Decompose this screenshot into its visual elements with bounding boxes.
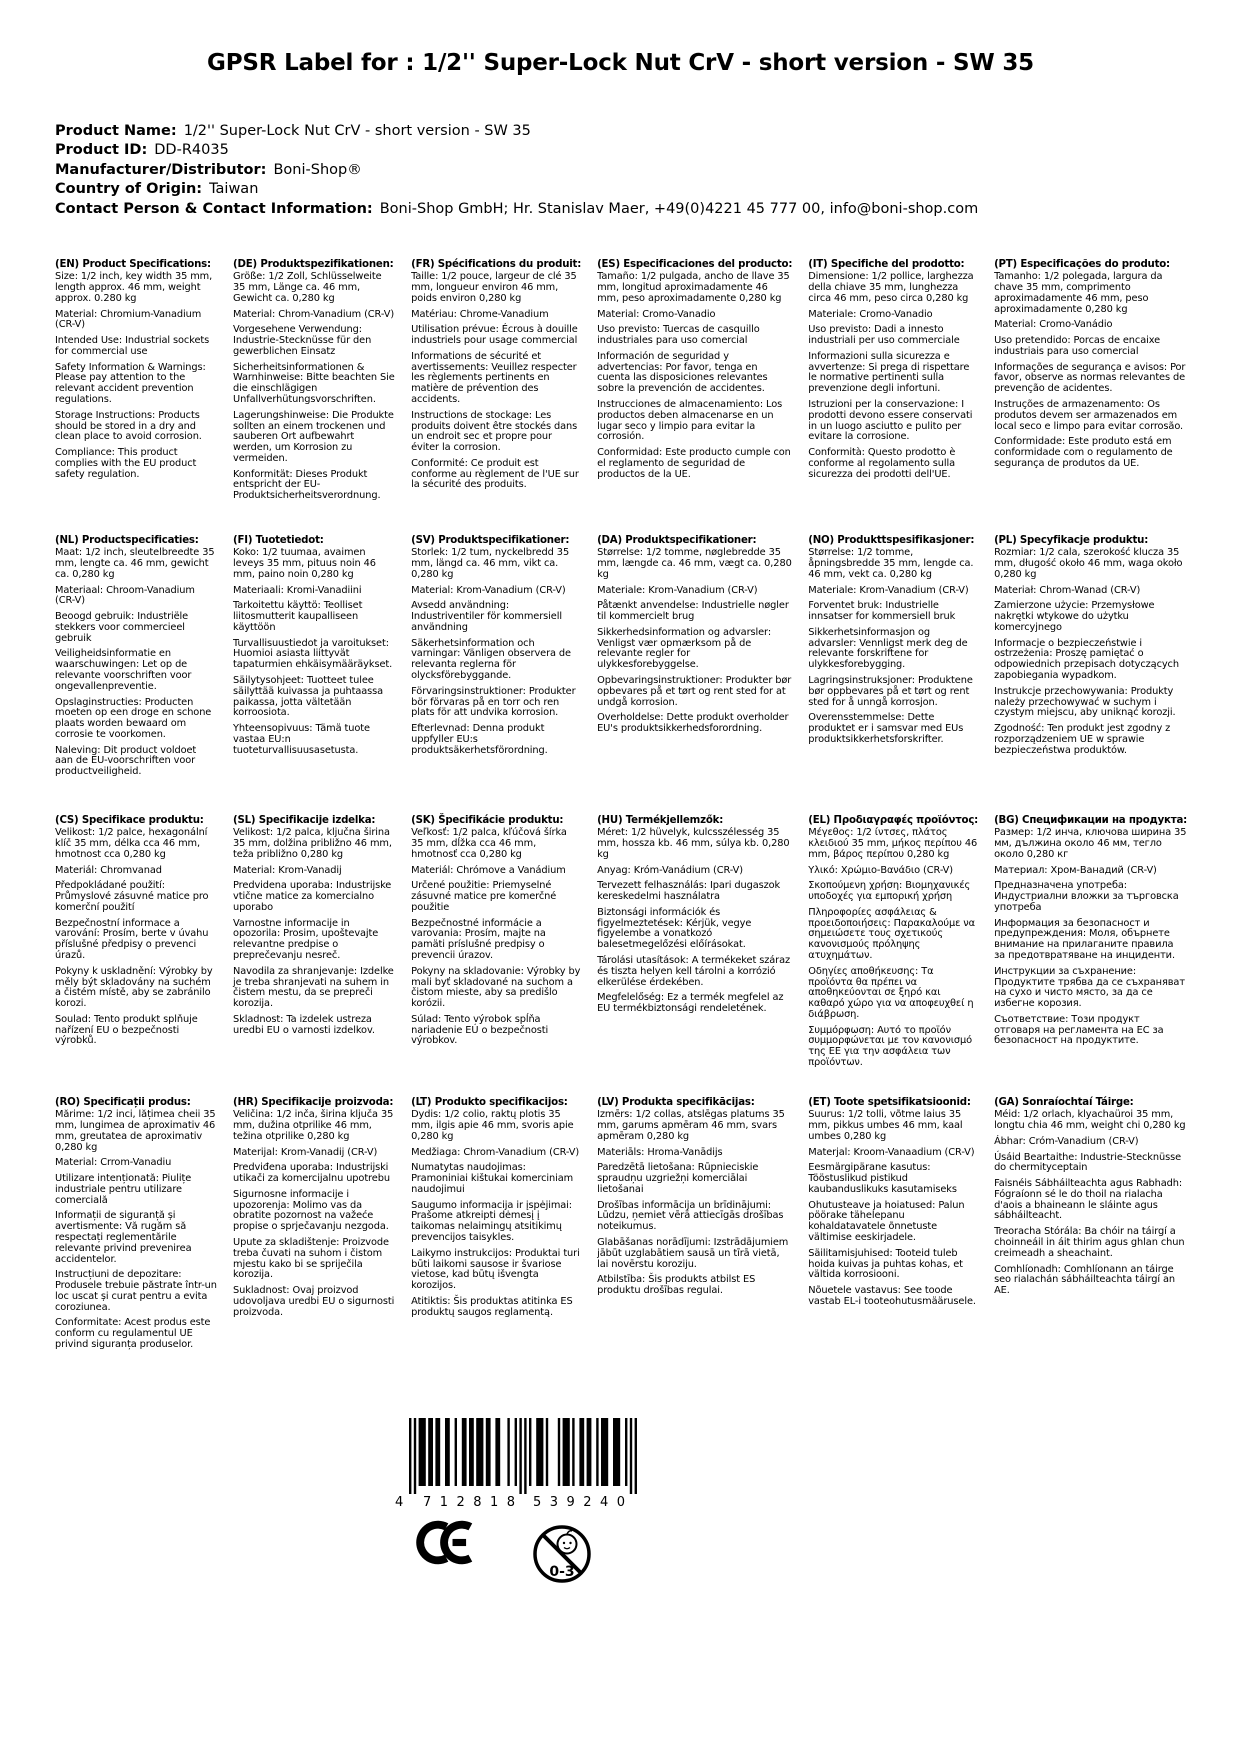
block-paragraph: Naleving: Dit product voldoet aan de EU-voorschriften voor productveiligheid. — [55, 744, 197, 778]
block-paragraph: Størrelse: 1/2 tomme, åpningsbredde 35 mm, lengde ca. 46 mm, vekt ca. 0,280 kg — [808, 547, 974, 580]
block-paragraph: Sikkerhedsinformation og advarsler: Venligst vær opmærksom på de relevante regler for ulykkesforebyggelse. — [597, 626, 772, 671]
block-paragraph: Conformidade: Este produto está em conformidade com o regulamento de segurança de produtos da UE. — [994, 436, 1173, 469]
block-paragraph: Conformidad: Este producto cumple con el reglamento de seguridad de productos de la UE. — [597, 447, 791, 480]
language-block-fr — [411, 259, 587, 535]
block-paragraph: Sicherheitsinformationen & Warnhinweise: Bitte beachten Sie die einschlägigen Unfallverhütungsvorschriften. — [233, 361, 395, 405]
block-paragraph: Materiál: Chrómove a Vanádium — [411, 864, 566, 876]
block-heading: (DE) Produktspezifikationen: — [233, 259, 394, 271]
block-paragraph: Istruzioni per la conservazione: I prodotti devono essere conservati in un luogo asciutto e pulito per evitare la corrosione. — [808, 398, 973, 443]
ean13-barcode — [393, 1418, 693, 1508]
block-heading: (LV) Produkta specifikācijas: — [597, 1097, 755, 1109]
field-label: Product Name: — [55, 123, 177, 139]
block-paragraph: Säilytysohjeet: Tuotteet tulee säilyttää kuivassa ja puhtaassa paikassa, jotta vältetään korroosiota. — [233, 674, 384, 719]
block-paragraph: Soulad: Tento produkt splňuje nařízení EU o bezpečnosti výrobků. — [55, 1013, 198, 1047]
block-paragraph: Materiaal: Chroom-Vanadium (CR-V) — [55, 584, 195, 607]
block-paragraph: Treoracha Stórála: Ba chóir na táirgí a choinneáil in áit thirim agus ghlan chun creimeadh a sheachaint. — [994, 1226, 1185, 1259]
block-heading: (DA) Produktspecifikationer: — [597, 535, 757, 547]
block-paragraph: Συμμόρφωση: Αυτό το προϊόν συμμορφώνεται με τον κανονισμό της ΕΕ για την ασφάλεια των προϊόντων. — [808, 1024, 973, 1068]
barcode-digits-group2: 539240 — [533, 1495, 625, 1509]
block-heading: (NO) Produkttspesifikasjoner: — [808, 535, 975, 547]
block-paragraph: Instructions de stockage: Les produits doivent être stockés dans un endroit sec et propre pour éviter la corrosion. — [411, 409, 578, 454]
language-block-fi — [233, 535, 401, 815]
barcode-digits-group1: 712818 — [423, 1495, 515, 1509]
block-paragraph: Forventet bruk: Industrielle innsatser for kommersiell bruk — [808, 600, 956, 623]
block-paragraph: Avsedd användning: Industriventiler för kommersiell användning — [411, 600, 562, 633]
block-paragraph: Uso pretendido: Porcas de encaixe industriais para uso comercial — [994, 335, 1161, 357]
block-paragraph: Материал: Хром-Ванадий (CR-V) — [994, 864, 1157, 876]
block-paragraph: Navodila za shranjevanje: Izdelke je treba shranjevati na suhem in čistem mestu, da se prepreči korozija. — [233, 965, 394, 1010]
block-paragraph: Yhteensopivuus: Tämä tuote vastaa EU:n tuoteturvallisuusasetusta. — [233, 723, 370, 756]
language-block-it — [808, 259, 984, 535]
language-block-sl — [233, 815, 401, 1097]
block-paragraph: Maat: 1/2 inch, sleutelbreedte 35 mm, lengte ca. 46 mm, gewicht ca. 0,280 kg — [55, 547, 215, 580]
language-block-pt — [994, 259, 1193, 535]
block-paragraph: Overholdelse: Dette produkt overholder EU's produktsikkerhedsforordning. — [597, 712, 789, 735]
block-paragraph: Påtænkt anvendelse: Industrielle nøgler til kommercielt brug — [597, 600, 789, 623]
block-paragraph: Conformità: Questo prodotto è conforme al regolamento sulla sicurezza dei prodotti dell'UE. — [808, 447, 956, 480]
block-paragraph: Μέγεθος: 1/2 ίντσες, πλάτος κλειδιού 35 mm, μήκος περίπου 46 mm, βάρος περίπου 0,280 kg — [808, 827, 978, 860]
block-paragraph: Biztonsági információk és figyelmeztetések: Kérjük, vegye figyelembe a vonatkozó balesetmegelőzési előírásokat. — [597, 906, 752, 951]
block-paragraph: Veličina: 1/2 inča, širina ključa 35 mm, dužina otprilike 46 mm, težina otprilike 0,280 kg — [233, 1109, 394, 1142]
language-block-en — [55, 259, 223, 535]
block-paragraph: Faisnéis Sábháilteachta agus Rabhadh: Fógraíonn sé le do thoil na rialacha d'aois a bhaineann le sláinte agus sábháilteacht. — [994, 1178, 1183, 1222]
block-paragraph: Mărime: 1/2 inci, lățimea cheii 35 mm, lungimea de aproximativ 46 mm, greutatea de aproximativ 0,280 kg — [55, 1109, 216, 1153]
block-heading: (ES) Especificaciones del producto: — [597, 259, 793, 271]
block-paragraph: Uso previsto: Dadi a innesto industriali per uso commerciale — [808, 324, 960, 347]
block-paragraph: Bezpečnostní informace a varování: Prosím, berte v úvahu příslušné předpisy o prevenci úrazů. — [55, 917, 209, 961]
block-paragraph: Numatytas naudojimas: Pramoniniai kištukai komerciniam naudojimui — [411, 1162, 574, 1195]
field-value: Taiwan — [209, 181, 259, 198]
manufacturer-row — [55, 161, 1186, 180]
block-paragraph: Overensstemmelse: Dette produktet er i samsvar med EUs produktsikkerhetsforskrifter. — [808, 712, 964, 745]
product-info-section — [55, 122, 1186, 219]
block-paragraph: Informations de sécurité et avertissements: Veuillez respecter les règlements pertinents en matière de prévention des accidents. — [411, 350, 577, 405]
block-paragraph: Πληροφορίες ασφάλειας & προειδοποιήσεις: Παρακαλούμε να σημειώσετε τους σχετικούς κανονισμούς πρόληψης ατυχημάτων. — [808, 906, 976, 961]
block-paragraph: Materiale: Cromo-Vanadio — [808, 308, 933, 320]
language-block-el — [808, 815, 984, 1097]
block-paragraph: Méid: 1/2 orlach, klyachaüroi 35 mm, longtu chia 46 mm, weight chi 0,280 kg — [994, 1109, 1186, 1132]
block-heading: (BG) Спецификации на продукта: — [994, 815, 1187, 827]
block-paragraph: Información de seguridad y advertencias: Por favor, tenga en cuenta las disposiciones relevantes sobre la prevención de accidentes. — [597, 350, 768, 395]
block-paragraph: Materiale: Krom-Vanadium (CR-V) — [597, 584, 758, 596]
block-paragraph: Conformité: Ce produit est conforme au règlement de l'UE sur la sécurité des produits. — [411, 457, 579, 491]
block-paragraph: Suurus: 1/2 tolli, võtme laius 35 mm, pikkus umbes 46 mm, kaal umbes 0,280 kg — [808, 1109, 963, 1142]
language-block-nl — [55, 535, 223, 815]
block-paragraph: Intended Use: Industrial sockets for commercial use — [55, 335, 210, 357]
block-paragraph: Съответствие: Този продукт отговаря на регламента на ЕС за безопасност на продуктите. — [994, 1013, 1164, 1047]
block-heading: (HR) Specifikacije proizvoda: — [233, 1097, 394, 1109]
block-paragraph: Förvaringsinstruktioner: Produkter bör förvaras på en torr och ren plats för att undvika korrosion. — [411, 685, 576, 719]
field-value: Boni-Shop® — [273, 161, 362, 178]
block-paragraph: Compliance: This product complies with the EU product safety regulation. — [55, 447, 197, 480]
block-paragraph: Upute za skladištenje: Proizvode treba čuvati na suhom i čistom mjestu kako bi se spriječila korozija. — [233, 1236, 389, 1281]
block-paragraph: Koko: 1/2 tuumaa, avaimen leveys 35 mm, pituus noin 46 mm, paino noin 0,280 kg — [233, 547, 376, 580]
block-paragraph: Zamierzone użycie: Przemysłowe nakrętki wtykowe do użytku komercyjnego — [994, 600, 1155, 633]
block-heading: (SK) Špecifikácie produktu: — [411, 815, 564, 827]
block-paragraph: Tárolási utasítások: A termékeket száraz és tiszta helyen kell tárolni a korrózió elkerülése érdekében. — [597, 954, 791, 988]
block-paragraph: Méret: 1/2 hüvelyk, kulcsszélesség 35 mm, hossza kb. 46 mm, súlya kb. 0,280 kg — [597, 827, 790, 860]
language-block-sv — [411, 535, 587, 815]
ce-mark-icon — [409, 1520, 475, 1565]
country-of-origin-row — [55, 180, 1186, 199]
block-heading: (ET) Toote spetsifikatsioonid: — [808, 1097, 971, 1109]
language-block-lv — [597, 1097, 798, 1394]
block-paragraph: Efterlevnad: Denna produkt uppfyller EU:s produktsäkerhetsförordning. — [411, 723, 548, 756]
block-paragraph: Matériau: Chrome-Vanadium — [411, 308, 549, 320]
block-paragraph: Informações de segurança e avisos: Por favor, observe as normas relevantes de prevenção de acidentes. — [994, 361, 1186, 395]
block-paragraph: Materijal: Krom-Vanadij (CR-V) — [233, 1146, 378, 1158]
language-block-no — [808, 535, 984, 815]
block-paragraph: Υλικό: Χρώμιο-Βανάδιο (CR-V) — [808, 864, 954, 876]
language-block-bg — [994, 815, 1193, 1097]
block-paragraph: Paredzētā lietošana: Rūpnieciskie spraudņu uzgriežņi komerciālai lietošanai — [597, 1162, 759, 1195]
block-paragraph: Eesmärgipärane kasutus: Tööstuslikud pistikud kaubanduslikuks kasutamiseks — [808, 1162, 957, 1195]
block-paragraph: Lagringsinstruksjoner: Produktene bør oppbevares på et tørt og rent sted for å unngå korrosjon. — [808, 674, 973, 708]
block-heading: (IT) Specifiche del prodotto: — [808, 259, 965, 271]
block-paragraph: Informacje o bezpieczeństwie i ostrzeżenia: Proszę pamiętać o odpowiednich przepisach dotyczących zapobiegania wypadkom. — [994, 637, 1179, 681]
block-paragraph: Safety Information & Warnings: Please pay attention to the relevant accident prevention regulations. — [55, 361, 206, 405]
block-paragraph: Velikost: 1/2 palca, ključna širina 35 mm, dolžina približno 46 mm, teža približno 0,280 kg — [233, 827, 392, 860]
block-heading: (SV) Produktspecifikationer: — [411, 535, 570, 547]
field-value: Boni-Shop GmbH; Hr. Stanislav Maer, +49(0)4221 45 777 00, info@boni-shop.com — [379, 200, 979, 217]
block-paragraph: Informazioni sulla sicurezza e avvertenze: Si prega di rispettare le normative pertinenti sulla prevenzione degli infortuni. — [808, 350, 970, 395]
block-paragraph: Turvallisuustiedot ja varoitukset: Huomioi asiasta liittyvät tapaturmien ehkäisymääräykset. — [233, 637, 393, 671]
language-block-et — [808, 1097, 984, 1394]
block-paragraph: Vorgesehene Verwendung: Industrie-Stecknüsse für den gewerblichen Einsatz — [233, 324, 372, 357]
block-paragraph: Sukladnost: Ovaj proizvod udovoljava uredbi EU o sigurnosti proizvoda. — [233, 1285, 395, 1318]
field-label: Manufacturer/Distributor: — [55, 161, 267, 178]
block-paragraph: Izmērs: 1/2 collas, atslēgas platums 35 mm, garums apmēram 46 mm, svars apmēram 0,280 kg — [597, 1109, 785, 1142]
block-paragraph: Konformität: Dieses Produkt entspricht der EU-Produktsicherheitsverordnung. — [233, 468, 381, 502]
block-paragraph: Materiál: Chromvanad — [55, 864, 162, 876]
block-paragraph: Materiał: Chrom-Wanad (CR-V) — [994, 584, 1141, 596]
block-paragraph: Předpokládané použití: Průmyslové zásuvné matice pro komerční použití — [55, 880, 209, 913]
block-heading: (RO) Specificații produs: — [55, 1097, 191, 1109]
block-paragraph: Laikymo instrukcijos: Produktai turi būti laikomi sausose ir švariose vietose, kad būtų išvengta korozijos. — [411, 1247, 580, 1292]
field-label: Contact Person & Contact Information: — [55, 200, 373, 217]
block-paragraph: Súlad: Tento výrobok spĺňa nariadenie EÚ o bezpečnosti výrobkov. — [411, 1013, 549, 1047]
block-paragraph: Material: Chrom-Vanadium (CR-V) — [233, 308, 395, 320]
block-heading: (LT) Produkto specifikacijos: — [411, 1097, 568, 1109]
block-heading: (HU) Termékjellemzők: — [597, 815, 724, 827]
block-paragraph: Tamaño: 1/2 pulgada, ancho de llave 35 mm, longitud aproximadamente 46 mm, peso aproximadamente 0,280 kg — [597, 271, 790, 304]
language-block-pl — [994, 535, 1193, 815]
block-paragraph: Instrukcje przechowywania: Produkty należy przechowywać w suchym i czystym miejscu, aby uniknąć korozji. — [994, 685, 1176, 719]
block-heading: (GA) Sonraíochtaí Táirge: — [994, 1097, 1134, 1109]
block-paragraph: Οδηγίες αποθήκευσης: Τα προϊόντα θα πρέπει να αποθηκεύονται σε ξηρό και καθαρό χώρο για να αποφευχθεί η διάβρωση. — [808, 965, 974, 1020]
block-paragraph: Materjal: Kroom-Vanaadium (CR-V) — [808, 1146, 975, 1158]
block-paragraph: Material: Chromium-Vanadium (CR-V) — [55, 308, 202, 331]
block-paragraph: Sikkerhetsinformasjon og advarsler: Vennligst merk deg de relevante forskriftene for ulykkesforebygging. — [808, 626, 968, 671]
block-paragraph: Určené použitie: Priemyselné zásuvné matice pre komerčné použitie — [411, 880, 557, 913]
block-paragraph: Sigurnosne informacije i upozorenja: Molimo vas da obratite pozornost na važeće propise o sprječavanju nezgoda. — [233, 1188, 389, 1233]
block-paragraph: Material: Krom-Vanadium (CR-V) — [411, 584, 566, 596]
block-paragraph: Veiligheidsinformatie en waarschuwingen: Let op de relevante voorschriften voor ongevallenpreventie. — [55, 648, 192, 692]
bottom-section — [393, 1418, 693, 1594]
block-paragraph: Beoogd gebruik: Industriële stekkers voor commercieel gebruik — [55, 611, 189, 644]
language-block-hr — [233, 1097, 401, 1394]
block-paragraph: Size: 1/2 inch, key width 35 mm, length approx. 46 mm, weight approx. 0.280 kg — [55, 271, 213, 304]
language-block-ga — [994, 1097, 1193, 1394]
block-heading: (EN) Product Specifications: — [55, 259, 211, 271]
block-paragraph: Tervezett felhasználás: Ipari dugaszok kereskedelmi használatra — [597, 880, 781, 903]
language-block-de — [233, 259, 401, 535]
block-heading: (EL) Προδιαγραφές προϊόντος: — [808, 815, 979, 827]
block-paragraph: Material: Crrom-Vanadiu — [55, 1157, 172, 1169]
barcode-icon — [393, 1418, 653, 1508]
block-heading: (FR) Spécifications du produit: — [411, 259, 582, 271]
block-paragraph: Materiaali: Kromi-Vanadiini — [233, 584, 362, 596]
language-block-sk — [411, 815, 587, 1097]
block-paragraph: Informații de siguranță și avertismente: Vă rugăm să respectați reglementările relevante privind prevenirea accidentelor. — [55, 1210, 192, 1265]
language-block-da — [597, 535, 798, 815]
field-label: Product ID: — [55, 142, 148, 159]
field-label: Country of Origin: — [55, 181, 203, 198]
block-paragraph: Utilisation prévue: Écrous à douille industriels pour usage commercial — [411, 324, 578, 347]
block-paragraph: Ohutusteave ja hoiatused: Palun pöörake tähelepanu kohaldatavatele õnnetuste vältimise eeskirjadele. — [808, 1199, 965, 1243]
block-paragraph: Предназначена употреба: Индустриални вложки за търговска употреба — [994, 880, 1179, 913]
block-heading: (NL) Productspecificaties: — [55, 535, 199, 547]
block-paragraph: Predviđena uporaba: Industrijski utikači za komercijalnu upotrebu — [233, 1162, 390, 1185]
contact-row — [55, 200, 1186, 219]
page-title: GPSR Label for : 1/2'' Super-Lock Nut CrV - short version - SW 35 — [207, 50, 1034, 76]
block-paragraph: Σκοπούμενη χρήση: Βιομηχανικές υποδοχές για εμπορική χρήση — [808, 880, 971, 903]
barcode-digit-left: 4 — [395, 1495, 404, 1509]
block-paragraph: Größe: 1/2 Zoll, Schlüsselweite 35 mm, Länge ca. 46 mm, Gewicht ca. 0,280 kg — [233, 271, 382, 304]
compliance-symbols — [409, 1520, 693, 1594]
language-block-cs — [55, 815, 223, 1097]
block-paragraph: Säkerhetsinformation och varningar: Vänligen observera de relevanta reglerna för olycksförebyggande. — [411, 637, 571, 681]
age-warning-label: 0-3 — [549, 1564, 575, 1581]
block-heading: (FI) Tuotetiedot: — [233, 535, 324, 547]
block-paragraph: Ábhar: Cróm-Vanadium (CR-V) — [994, 1135, 1139, 1147]
language-grid — [55, 259, 1193, 1394]
block-heading: (PL) Specyfikacje produktu: — [994, 535, 1149, 547]
block-paragraph: Atitiktis: Šis produktas atitinka ES produktų saugos reglamentą. — [411, 1295, 573, 1318]
block-paragraph: Størrelse: 1/2 tomme, nøglebredde 35 mm, længde ca. 46 mm, vægt ca. 0,280 kg — [597, 547, 792, 580]
field-value: 1/2'' Super-Lock Nut CrV - short version - SW 35 — [183, 123, 531, 139]
block-paragraph: Úsáid Beartaithe: Industrie-Stecknüsse do chermityceptain — [994, 1151, 1182, 1174]
block-paragraph: Säilitamisjuhised: Tooteid tuleb hoida kuivas ja puhtas kohas, et vältida korrosiooni. — [808, 1247, 963, 1281]
block-paragraph: Pokyny na skladovanie: Výrobky by mali byť skladované na suchom a čistom mieste, aby sa predišlo korózii. — [411, 965, 581, 1010]
block-heading: (SL) Specifikacije izdelka: — [233, 815, 376, 827]
block-paragraph: Varnostne informacije in opozorila: Prosim, upoštevajte relevantne predpise o preprečevanju nesreč. — [233, 917, 379, 961]
block-paragraph: Opbevaringsinstruktioner: Produkter bør opbevares på et tørt og rent sted for at undgå korrosion. — [597, 674, 792, 708]
block-paragraph: Skladnost: Ta izdelek ustreza uredbi EU o varnosti izdelkov. — [233, 1013, 375, 1036]
block-paragraph: Instrucciones de almacenamiento: Los productos deben almacenarse en un lugar seco y limpio para evitar la corrosión. — [597, 398, 783, 443]
language-block-es — [597, 259, 798, 535]
block-paragraph: Dimensione: 1/2 pollice, larghezza della chiave 35 mm, lunghezza circa 46 mm, peso circa 0,280 kg — [808, 271, 974, 304]
block-paragraph: Materiāls: Hroma-Vanādijs — [597, 1146, 723, 1158]
block-paragraph: Uso previsto: Tuercas de casquillo industriales para uso comercial — [597, 324, 760, 347]
block-paragraph: Comhlíonadh: Comhlíonann an táirge seo rialachán sábháilteachta táirgí an AE. — [994, 1263, 1176, 1297]
block-paragraph: Lagerungshinweise: Die Produkte sollten an einem trockenen und sauberen Ort aufbewahrt werden, um Korrosion zu vermeiden. — [233, 409, 394, 464]
block-paragraph: Dydis: 1/2 colio, raktų plotis 35 mm, ilgis apie 46 mm, svoris apie 0,280 kg — [411, 1109, 574, 1142]
block-heading: (PT) Especificações do produto: — [994, 259, 1170, 271]
block-paragraph: Drošības informācija un brīdinājumi: Lūdzu, ņemiet vērā attiecīgās drošības noteikumus. — [597, 1199, 784, 1233]
block-paragraph: Materiale: Krom-Vanadium (CR-V) — [808, 584, 969, 596]
block-paragraph: Anyag: Króm-Vanádium (CR-V) — [597, 864, 743, 876]
language-block-hu — [597, 815, 798, 1097]
age-warning-icon — [531, 1520, 593, 1594]
block-paragraph: Material: Cromo-Vanadio — [597, 308, 716, 320]
field-value: DD-R4035 — [154, 142, 229, 159]
block-paragraph: Tarkoitettu käyttö: Teolliset liitosmutterit kaupalliseen käyttöön — [233, 600, 363, 633]
language-block-ro — [55, 1097, 223, 1394]
block-paragraph: Megfelelőség: Ez a termék megfelel az EU termékbiztonsági rendeletének. — [597, 992, 784, 1015]
block-paragraph: Predvidena uporaba: Industrijske vtične matice za komercialno uporabo — [233, 880, 392, 913]
block-paragraph: Conformitate: Acest produs este conform cu regulamentul UE privind siguranța produselor. — [55, 1317, 211, 1350]
block-paragraph: Material: Cromo-Vanádio — [994, 319, 1113, 331]
block-paragraph: Инструкции за съхранение: Продуктите трябва да се съхраняват на сухо и чисто място, за да се избегне корозия. — [994, 965, 1185, 1010]
block-paragraph: Размер: 1/2 инча, ключова ширина 35 мм, дължина около 46 мм, тегло около 0,280 кг — [994, 827, 1187, 860]
block-paragraph: Atbilstība: Šis produkts atbilst ES produktu drošības regulai. — [597, 1274, 756, 1297]
block-paragraph: Velikost: 1/2 palce, hexagonální klíč 35 mm, délka cca 46 mm, hmotnost cca 0,280 kg — [55, 827, 208, 860]
language-block-lt — [411, 1097, 587, 1394]
product-id-row — [55, 141, 1186, 160]
block-paragraph: Bezpečnostné informácie a varovania: Prosím, majte na pamäti príslušné predpisy o prevencii úrazov. — [411, 917, 546, 961]
block-paragraph: Material: Krom-Vanadij — [233, 864, 342, 876]
block-paragraph: Tamanho: 1/2 polegada, largura da chave 35 mm, comprimento aproximadamente 46 mm, peso aproximadamente 0,280 kg — [994, 271, 1163, 315]
block-paragraph: Veľkosť: 1/2 palca, kľúčová šírka 35 mm, dĺžka cca 46 mm, hmotnosť cca 0,280 kg — [411, 827, 567, 860]
block-paragraph: Zgodność: Ten produkt jest zgodny z rozporządzeniem UE w sprawie bezpieczeństwa produktów. — [994, 723, 1171, 756]
block-paragraph: Storlek: 1/2 tum, nyckelbredd 35 mm, längd ca. 46 mm, vikt ca. 0,280 kg — [411, 547, 570, 580]
block-paragraph: Utilizare intenționată: Piulițe industriale pentru utilizare comercială — [55, 1173, 192, 1206]
block-paragraph: Rozmiar: 1/2 cala, szerokość klucza 35 mm, długość około 46 mm, waga około 0,280 kg — [994, 547, 1183, 580]
block-paragraph: Taille: 1/2 pouce, largeur de clé 35 mm, longueur environ 46 mm, poids environ 0,280 kg — [411, 271, 577, 304]
block-paragraph: Glabāšanas norādījumi: Izstrādājumiem jābūt uzglabātiem sausā un tīrā vietā, lai novērstu koroziju. — [597, 1236, 789, 1270]
block-paragraph: Saugumo informacija ir įspėjimai: Prašome atkreipti dėmesį į taikomas nelaimingų atsitikimų prevencijos taisykles. — [411, 1199, 572, 1243]
block-paragraph: Opslaginstructies: Producten moeten op een droge en schone plaats worden bewaard om corrosie te voorkomen. — [55, 696, 212, 740]
block-paragraph: Storage Instructions: Products should be stored in a dry and clean place to avoid corrosion. — [55, 409, 202, 443]
block-heading: (CS) Specifikace produktu: — [55, 815, 204, 827]
block-paragraph: Nõuetele vastavus: See toode vastab EL-i tooteohutusmäärusele. — [808, 1285, 976, 1307]
product-name-row — [55, 122, 1186, 141]
block-paragraph: Instrucțiuni de depozitare: Produsele trebuie păstrate într-un loc uscat și curat pentru a evita coroziunea. — [55, 1269, 217, 1313]
block-paragraph: Medžiaga: Chrom-Vanadium (CR-V) — [411, 1146, 580, 1158]
block-paragraph: Pokyny k uskladnění: Výrobky by měly být skladovány na suchém a čistém místě, aby se zabránilo korozi. — [55, 965, 213, 1010]
block-paragraph: Информация за безопасност и предупреждения: Моля, обърнете внимание на прилаганите правила за предотвратяване на инциденти. — [994, 917, 1175, 961]
block-paragraph: Instruções de armazenamento: Os produtos devem ser armazenados em local seco e limpo para evitar corrosão. — [994, 398, 1184, 432]
